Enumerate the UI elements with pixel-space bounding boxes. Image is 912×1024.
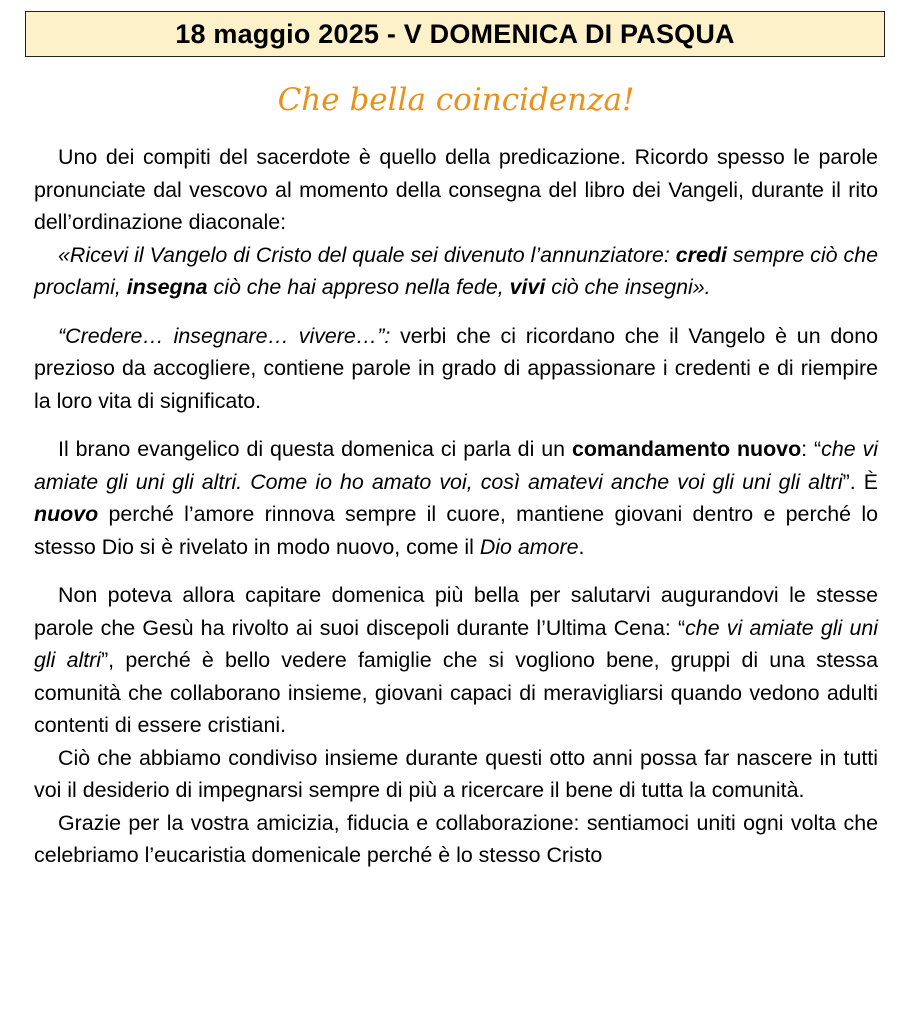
paragraph-4-bold: comandamento nuovo <box>571 437 802 461</box>
paragraph-4-bold-italic: nuovo <box>34 502 99 526</box>
date-header-title: 18 maggio 2025 - V DOMENICA DI PASQUA <box>175 18 735 49</box>
paragraph-4 <box>34 433 878 563</box>
paragraph-7: Grazie per la vostra amicizia, fiducia e collaborazione: sentiamoci uniti ogni volta che celebriamo l’eucaristia domenicale perché è lo stesso Cristo <box>34 810 878 867</box>
paragraph-3-text: verbi che ci ricordano che il Vangelo è un dono prezioso da accogliere, contiene parole in grado di appassionare i credenti e di riempire la loro vita di significato. <box>34 323 878 413</box>
paragraph-2-quote <box>34 239 878 304</box>
paragraph-3-italic: “Credere… insegnare… vivere…”: <box>58 323 391 348</box>
quote-text: ciò che insegni». <box>545 275 711 299</box>
quote-text: «Ricevi il Vangelo di Cristo del quale sei divenuto l’annunziatore: <box>58 242 676 267</box>
quote-bold-vivi: vivi <box>509 275 546 299</box>
paragraph-5-italic: che vi amiate gli uni gli altri <box>34 615 878 672</box>
quote-bold-insegna: insegna <box>126 275 208 299</box>
article-title: Che bella coincidenza! <box>277 82 635 118</box>
paragraph-4-text: Il brano evangelico di questa domenica ci parla di un <box>58 437 572 461</box>
paragraph-4-text: . <box>578 534 585 559</box>
quote-bold-credi: credi <box>675 242 727 267</box>
paragraph-1: Uno dei compiti del sacerdote è quello della predicazione. Ricordo spesso le parole pronunciate dal vescovo al momento della consegna del libro dei Vangeli, durante il rito dell’ordinazione diaconale: <box>34 145 878 234</box>
paragraph-5-text: Non poteva allora capitare domenica più bella per salutarvi augurandovi le stesse parole che Gesù ha rivolto ai suoi discepoli durante l’Ultima Cena: “ <box>34 583 878 640</box>
paragraph-5 <box>34 579 878 742</box>
paragraph-3 <box>34 320 878 418</box>
paragraph-4-italic-quote: che vi amiate gli uni gli altri. Come io ho amato voi, così amatevi anche voi gli uni gli altri <box>34 437 878 494</box>
article-body <box>34 141 878 872</box>
paragraph-5-text: ”, perché è bello vedere famiglie che si vogliono bene, gruppi di una stessa comunità che collaborano insieme, giovani capaci di meravigliarsi quando vedono adulti contenti di essere cristiani. <box>34 648 878 737</box>
quote-text: sempre ciò che proclami, <box>34 242 878 299</box>
paragraph-4-italic: Dio amore <box>479 534 579 559</box>
paragraph-4-text: perché l’amore rinnova sempre il cuore, mantiene giovani dentro e perché lo stesso Dio si è rivelato in modo nuovo, come il <box>34 502 878 559</box>
paragraph-6: Ciò che abbiamo condiviso insieme durante questi otto anni possa far nascere in tutti voi il desiderio di impegnarsi sempre di più a ricercare il bene di tutta la comunità. <box>34 745 878 802</box>
quote-text: ciò che hai appreso nella fede, <box>207 275 510 299</box>
paragraph-4-text: : “ <box>801 437 822 461</box>
paragraph-4-text: ”. È <box>842 469 878 494</box>
date-header-box <box>25 11 885 57</box>
